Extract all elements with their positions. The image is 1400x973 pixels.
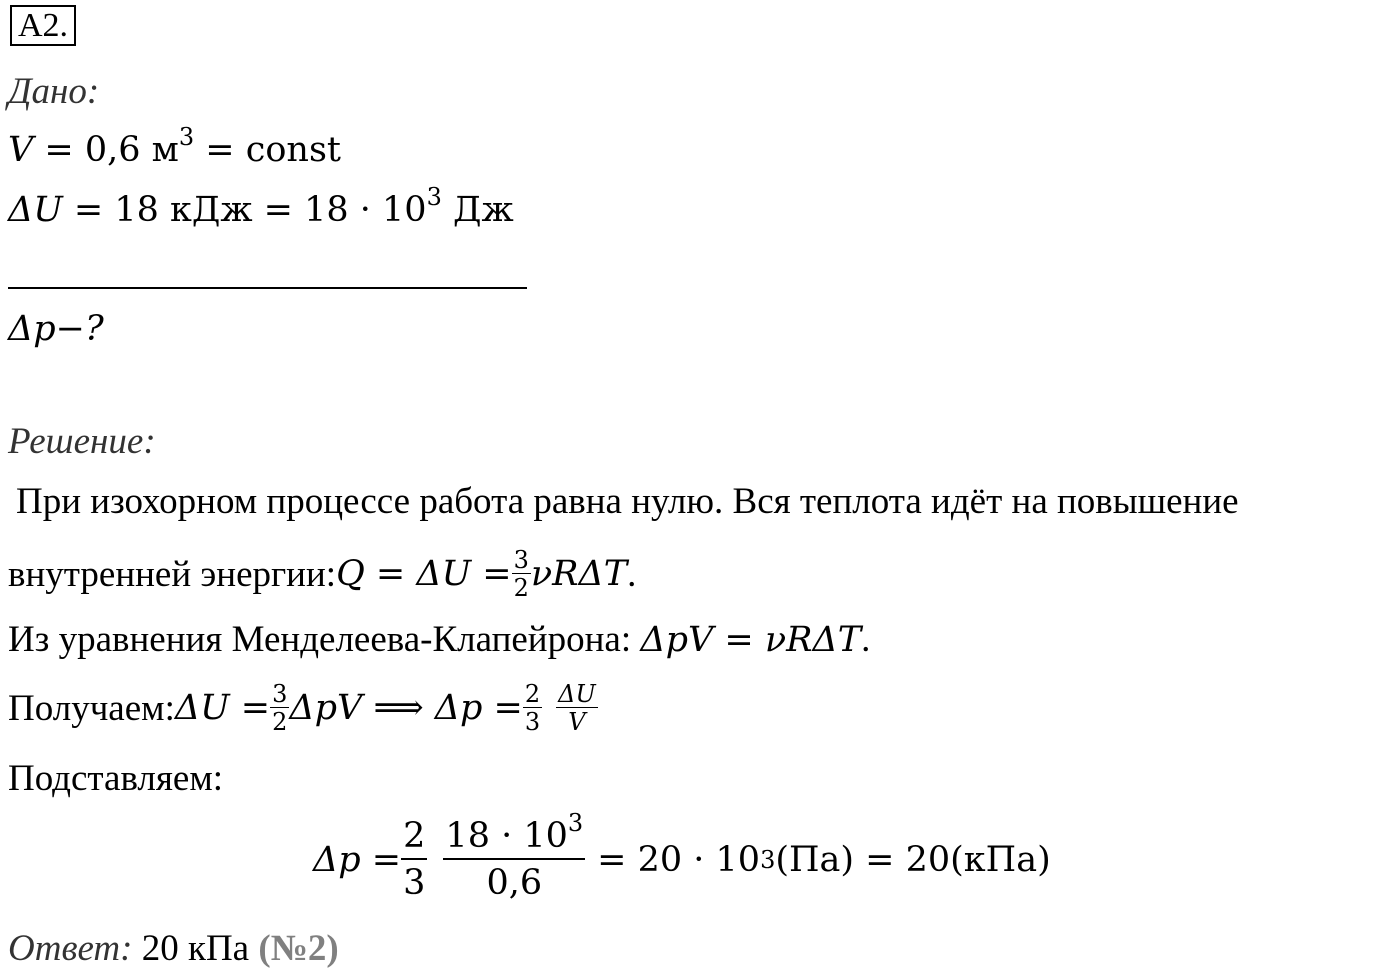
answer-label: Ответ: <box>8 928 133 969</box>
fraction-energy-over-volume: $\frac{18 \cdot 10^3}{0,6}$ <box>445 809 584 903</box>
given-volume: V = 0,6 $м^3$ = const <box>8 123 341 170</box>
calculation-formula: Δp = $\frac{2}{3}$ $\frac{18 \cdot 10^3}{0,6}$ = 20 · 10 3 (Па) = 20(кПа) <box>313 809 1051 903</box>
answer-line <box>8 930 339 967</box>
fraction-dU-over-V: $\frac{\Delta U}{V}$ <box>558 680 596 736</box>
given-energy: ΔU = 18 кДж = $18 \cdot 10^3$ Дж <box>8 183 514 230</box>
solution-paragraph-2: внутренней энергии: Q = ΔU = $\frac{3}{2}$ νRΔT . <box>8 546 637 602</box>
task-number: A2. <box>10 5 76 46</box>
unknown-quantity: Δp−? <box>8 309 104 349</box>
solution-paragraph-5: Подставляем: <box>8 758 224 799</box>
fraction-two-thirds: $\frac{2}{3}$ <box>524 680 541 736</box>
fraction-three-halves: $\frac{3}{2}$ <box>513 546 529 602</box>
solution-paragraph-3: Из уравнения Менделеева-Клапейрона: ΔpV = νRΔT. <box>8 619 871 660</box>
answer-reference: (№2) <box>258 928 339 969</box>
fraction-three-halves-2: $\frac{3}{2}$ <box>272 680 288 736</box>
answer-value: 20 кПа <box>132 928 259 969</box>
solution-paragraph-4: Получаем: ΔU = $\frac{3}{2}$ ΔpV ⟹ Δp = $\frac{2}{3}$ $\frac{\Delta U}{V}$ <box>8 680 596 736</box>
task-number-box <box>10 6 76 43</box>
fraction-two-thirds-display: $\frac{2}{3}$ <box>403 816 426 903</box>
solution-paragraph-1: При изохорном процессе работа равна нулю. Вся теплота идёт на повышение <box>16 481 1239 522</box>
solution-label: Решение: <box>8 421 156 462</box>
given-label: Дано: <box>8 71 100 112</box>
given-divider <box>8 287 527 289</box>
